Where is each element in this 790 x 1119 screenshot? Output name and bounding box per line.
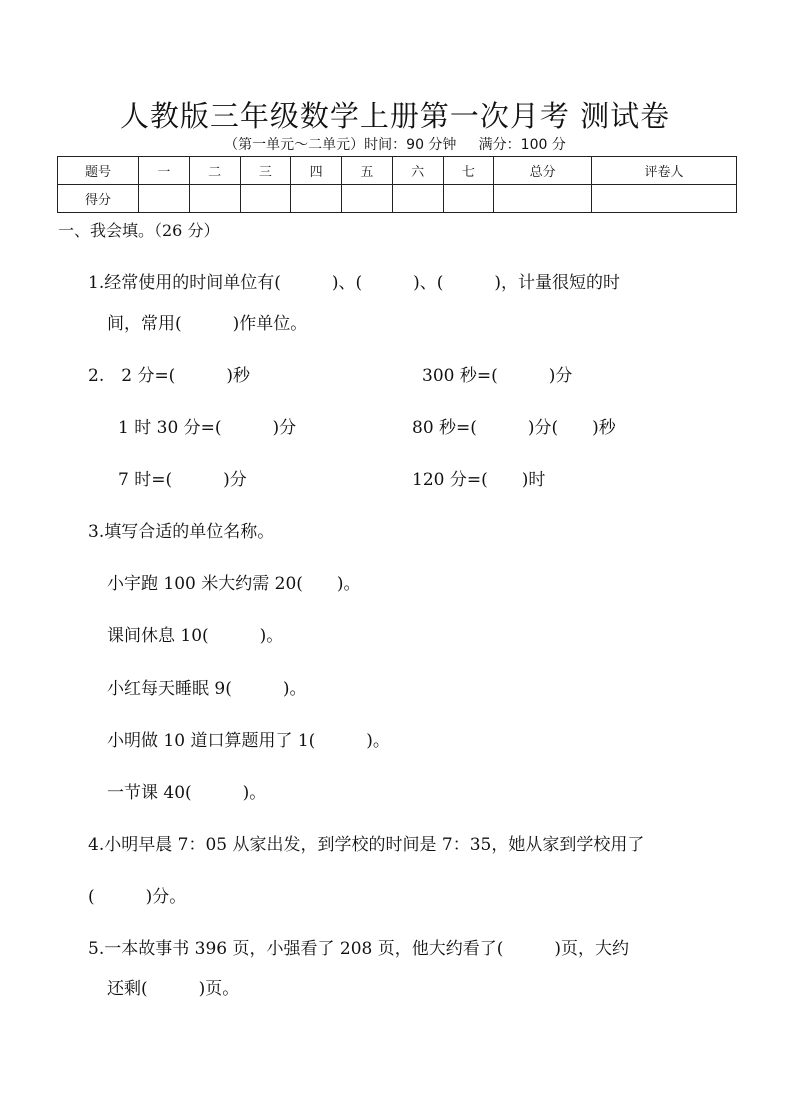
table-header-cell: 一 [139,157,190,185]
question-3-item: 小明做 10 道口算题用了 1( )。 [107,731,390,751]
table-header-cell: 七 [443,157,494,185]
question-2-item: 2. 2 分=( )秒 [88,366,250,386]
table-header-cell: 题号 [58,157,139,185]
question-3-item: 一节课 40( )。 [107,783,267,803]
table-header-cell: 六 [392,157,443,185]
question-2-item: 80 秒=( )分( )秒 [412,418,616,438]
score-input-cell[interactable] [392,185,443,213]
table-header-cell: 评卷人 [592,157,737,185]
score-input-cell[interactable] [139,185,190,213]
table-header-cell: 五 [342,157,393,185]
score-input-cell[interactable] [342,185,393,213]
page-title: 人教版三年级数学上册第一次月考 测试卷 [119,99,671,133]
score-input-cell[interactable] [291,185,342,213]
question-5-line-2: 还剩( )页。 [107,979,240,999]
question-4-line-2: ( )分。 [88,887,187,907]
question-2-item: 120 分=( )时 [412,470,546,490]
question-2-item: 7 时=( )分 [118,470,247,490]
score-input-cell[interactable] [592,185,737,213]
section-heading: 一、我会填。（26 分） [58,221,220,240]
table-header-cell: 四 [291,157,342,185]
question-4-line-1: 4.小明早晨 7：05 从家出发，到学校的时间是 7：35，她从家到学校用了 [88,835,645,855]
question-1-line-1: 1.经常使用的时间单位有( )、( )、( )，计量很短的时 [88,273,621,293]
score-input-cell[interactable] [189,185,240,213]
score-table-score-row [58,185,737,213]
question-2-item: 1 时 30 分=( )分 [118,418,297,438]
question-3-item: 小红每天睡眠 9( )。 [107,679,307,699]
question-2-item: 300 秒=( )分 [422,366,573,386]
score-table [57,156,737,213]
score-input-cell[interactable] [443,185,494,213]
question-5-line-1: 5.一本故事书 396 页，小强看了 208 页，他大约看了( )页，大约 [88,939,629,959]
question-3-item: 课间休息 10( )。 [107,626,284,646]
score-table-header-row [58,157,737,185]
score-input-cell[interactable] [240,185,291,213]
table-header-cell: 二 [189,157,240,185]
table-header-cell: 三 [240,157,291,185]
score-input-cell[interactable] [494,185,592,213]
table-row-label: 得分 [58,185,139,213]
question-3-heading: 3.填写合适的单位名称。 [88,522,275,542]
question-3-item: 小宇跑 100 米大约需 20( )。 [107,574,361,594]
question-1-line-2: 间，常用( )作单位。 [107,314,308,334]
exam-subtitle: （第一单元～二单元）时间：90 分钟 满分：100 分 [224,137,566,153]
table-header-cell: 总分 [494,157,592,185]
